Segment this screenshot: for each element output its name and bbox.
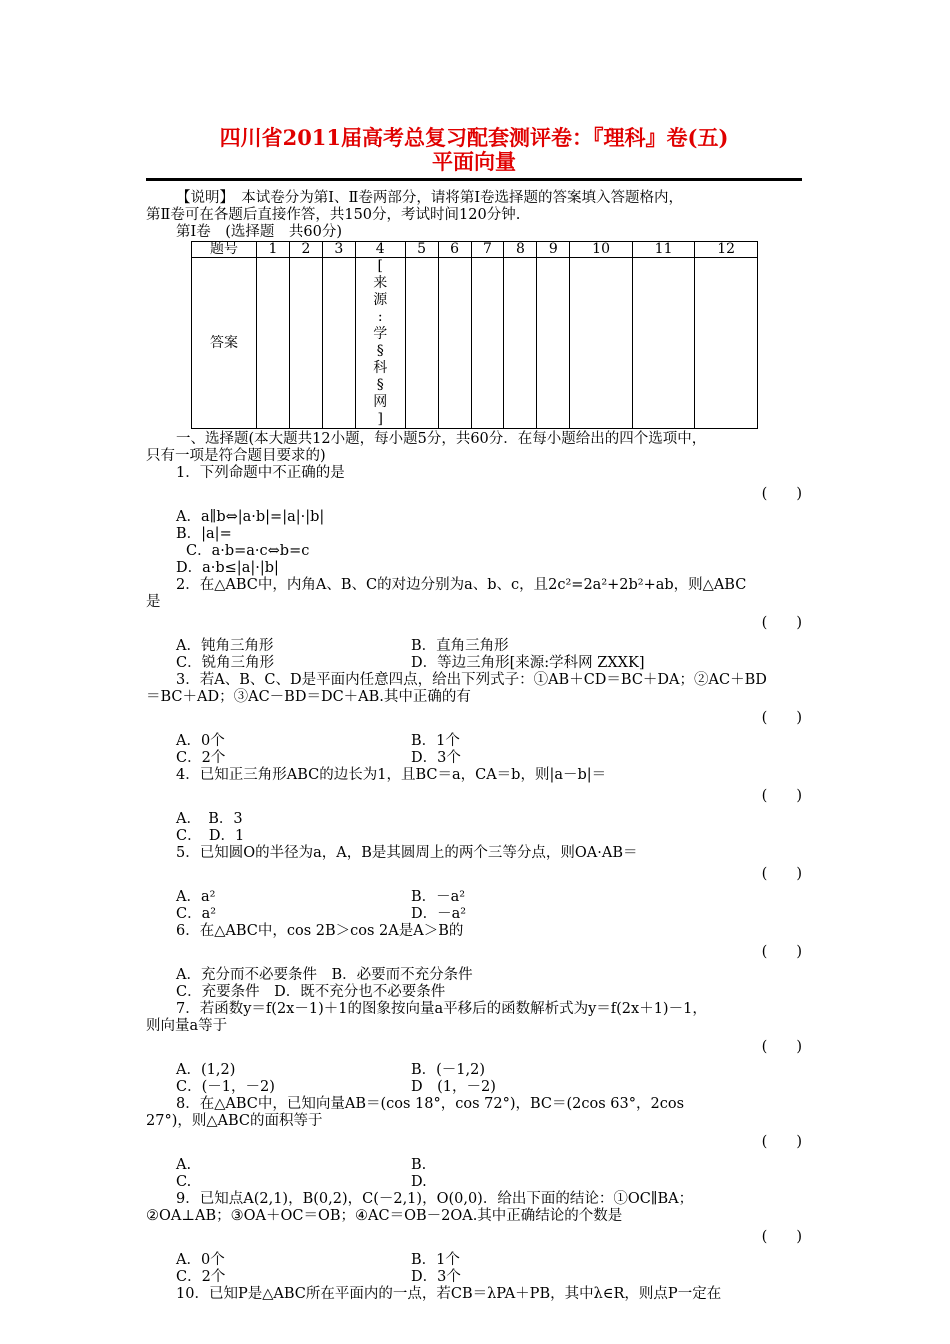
question-number-cell: 8 — [504, 242, 537, 258]
q6-options-cd: C．充要条件 D．既不充分也不必要条件 — [176, 984, 446, 1000]
answer-cell[interactable] — [322, 258, 355, 429]
q5-answer-paren: ( ) — [761, 866, 802, 882]
q9-options-row-2: C．2个 D．3个 — [176, 1269, 461, 1285]
answer-cell[interactable] — [632, 258, 695, 429]
q2-options-row-1: A．钝角三角形 B．直角三角形 — [176, 638, 509, 654]
answer-cell[interactable] — [438, 258, 471, 429]
q3-options-row-1: A．0个 B．1个 — [176, 733, 460, 749]
q4-options-cd: C． D．1 — [176, 828, 245, 844]
question-number-cell: 9 — [537, 242, 570, 258]
q3-stem-line-1: 3．若A、B、C、D是平面内任意四点，给出下列式子：①AB＋CD＝BC＋DA；②AC＋BD — [176, 672, 767, 688]
q2-answer-paren: ( ) — [761, 615, 802, 631]
q2-options-row-2: C．锐角三角形 D．等边三角形[来源:学科网 ZXXK] — [176, 655, 645, 671]
q1-option-b: B．|a|= — [176, 526, 232, 542]
q4-options-ab: A． B．3 — [176, 811, 243, 827]
q3-answer-paren: ( ) — [761, 710, 802, 726]
q10-stem: 10．已知P是△ABC所在平面内的一点，若CB＝λPA＋PB，其中λ∈R，则点P一定在 — [176, 1286, 722, 1302]
q5-stem: 5．已知圆O的半径为a，A，B是其圆周上的两个三等分点，则OA·AB＝ — [176, 845, 638, 861]
answer-table — [191, 241, 758, 429]
title-line-1: 四川省2011届高考总复习配套测评卷：『理科』卷(五) — [219, 125, 729, 150]
q5-options-row-2: C．a² D．－a² — [176, 906, 467, 922]
answer-cell[interactable] — [471, 258, 504, 429]
q5-options-row-1: A．a² B．－a² — [176, 889, 466, 905]
question-number-cell: 3 — [322, 242, 355, 258]
document-title — [146, 126, 802, 174]
question-number-cell: 2 — [289, 242, 322, 258]
question-number-cell: 12 — [695, 242, 758, 258]
title-line-2: 平面向量 — [432, 149, 516, 174]
question-number-cell: 7 — [471, 242, 504, 258]
q9-stem-line-2: ②OA⊥AB；③OA＋OC＝OB；④AC＝OB－2OA.其中正确结论的个数是 — [146, 1208, 623, 1224]
question-number-cell: 6 — [438, 242, 471, 258]
q8-stem-line-2: 27°)，则△ABC的面积等于 — [146, 1113, 323, 1129]
section1-line-1: 一、选择题(本大题共12小题，每小题5分，共60分．在每小题给出的四个选项中， — [176, 431, 707, 447]
answer-table-header-row — [192, 242, 758, 258]
answer-cell[interactable] — [695, 258, 758, 429]
q9-answer-paren: ( ) — [761, 1229, 802, 1245]
header-label-cell: 题号 — [192, 242, 257, 258]
intro-line-1: 【说明】 本试卷分为第Ⅰ、Ⅱ卷两部分，请将第Ⅰ卷选择题的答案填入答题格内， — [176, 190, 684, 206]
question-number-cell: 4 — [355, 242, 405, 258]
document-body — [146, 190, 806, 1303]
q1-stem: 1．下列命题中不正确的是 — [176, 465, 345, 481]
answer-table-answer-row — [192, 258, 758, 429]
q7-answer-paren: ( ) — [761, 1039, 802, 1055]
q7-stem-line-1: 7．若函数y＝f(2x－1)＋1的图象按向量a平移后的函数解析式为y＝f(2x＋1)－1， — [176, 1001, 707, 1017]
answer-cell-watermark[interactable] — [355, 258, 405, 429]
q6-answer-paren: ( ) — [761, 944, 802, 960]
question-number-cell: 5 — [405, 242, 438, 258]
q8-options-row-2: C. D. — [176, 1174, 427, 1190]
answer-cell[interactable] — [257, 258, 290, 429]
q7-stem-line-2: 则向量a等于 — [146, 1018, 228, 1034]
intro-line-2: 第Ⅱ卷可在各题后直接作答，共150分，考试时间120分钟. — [146, 207, 521, 223]
answer-cell[interactable] — [537, 258, 570, 429]
answer-cell[interactable] — [289, 258, 322, 429]
q9-stem-line-1: 9．已知点A(2,1)，B(0,2)，C(－2,1)，O(0,0)．给出下面的结论：①OC∥BA； — [176, 1191, 694, 1207]
answer-cell[interactable] — [405, 258, 438, 429]
q1-option-d: D．a·b≤|a|·|b| — [176, 560, 279, 576]
answer-cell[interactable] — [504, 258, 537, 429]
title-divider — [146, 178, 802, 181]
question-number-cell: 10 — [570, 242, 633, 258]
part1-heading: 第Ⅰ卷 (选择题 共60分) — [176, 224, 342, 240]
answer-label-cell: 答案 — [192, 258, 257, 429]
q6-stem: 6．在△ABC中，cos 2B＞cos 2A是A＞B的 — [176, 923, 464, 939]
question-number-cell: 1 — [257, 242, 290, 258]
q9-options-row-1: A．0个 B．1个 — [176, 1252, 460, 1268]
watermark-vertical-text: [ 来 源 : 学 § 科 § 网 ] — [373, 258, 388, 427]
q4-stem: 4．已知正三角形ABC的边长为1，且BC＝a，CA＝b，则|a－b|＝ — [176, 767, 607, 783]
q4-answer-paren: ( ) — [761, 788, 802, 804]
q8-options-row-1: A. B. — [176, 1157, 427, 1173]
q8-answer-paren: ( ) — [761, 1134, 802, 1150]
q8-stem-line-1: 8．在△ABC中，已知向量AB＝(cos 18°，cos 72°)，BC＝(2cos 63°，2cos — [176, 1096, 685, 1112]
q1-option-c: C．a·b=a·c⇔b=c — [186, 543, 310, 559]
section1-line-2: 只有一项是符合题目要求的) — [146, 448, 326, 464]
q3-stem-line-2: ＝BC＋AD；③AC－BD＝DC＋AB.其中正确的有 — [146, 689, 471, 705]
q2-stem-line-1: 2．在△ABC中，内角A、B、C的对边分别为a、b、c，且2c²=2a²+2b²+ab，则△ABC — [176, 577, 747, 593]
q3-options-row-2: C．2个 D．3个 — [176, 750, 461, 766]
q6-options-ab: A．充分而不必要条件 B．必要而不充分条件 — [176, 967, 473, 983]
q2-stem-line-2: 是 — [146, 594, 161, 610]
q1-option-a: A．a∥b⇔|a·b|=|a|·|b| — [176, 509, 325, 525]
question-number-cell: 11 — [632, 242, 695, 258]
q7-options-row-1: A．(1,2) B．(－1,2) — [176, 1062, 486, 1078]
q7-options-row-2: C．(－1，－2) D (1，－2) — [176, 1079, 496, 1095]
answer-cell[interactable] — [570, 258, 633, 429]
q1-answer-paren: ( ) — [761, 486, 802, 502]
